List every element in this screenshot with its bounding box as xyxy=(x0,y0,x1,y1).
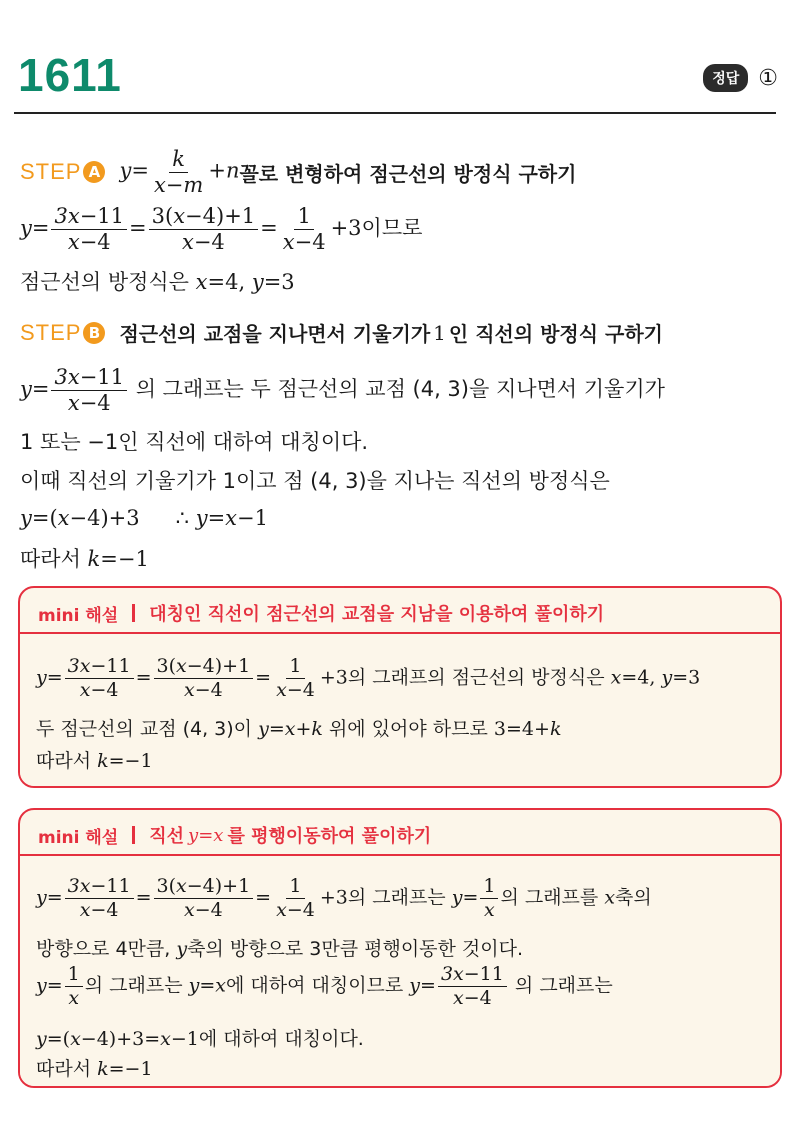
step-a-heading xyxy=(20,148,576,196)
step-b-conclusion: 따라서 k=−1 xyxy=(20,547,149,571)
step-a-equation: y= $\frac{3x-11}{x-4}$ = $\frac{3(x-4)+1}{x-4}$ = $\frac{1}{x-4}$ +3이므로 xyxy=(20,204,423,254)
header-divider xyxy=(14,112,776,114)
step-a-word: STEP xyxy=(20,159,82,185)
mini-solution-2 xyxy=(18,808,782,1088)
step-a-title: 꼴로 변형하여 점근선의 방정식 구하기 xyxy=(239,161,577,186)
mini-2-line-5-text: 따라서 xyxy=(36,1058,92,1080)
mini-2-title-pre: 직선 xyxy=(149,826,185,847)
mini-2-line-3b: 에 대하여 대칭이므로 xyxy=(225,974,404,997)
answer-area xyxy=(703,64,778,92)
step-b-word: STEP xyxy=(20,319,82,345)
mini-1-line-3: 따라서 k=−1 xyxy=(36,750,153,772)
step-a-formula: y= $\frac{k}{x-m}$ +n xyxy=(119,147,240,197)
step-b-line-2: 1 또는 −1인 직선에 대하여 대칭이다. xyxy=(20,430,369,454)
asymptote-line: 점근선의 방정식은 x=4, y=3 xyxy=(20,270,295,294)
step-b-title-post: 인 직선의 방정식 구하기 xyxy=(448,322,663,346)
answer-value: ① xyxy=(758,65,778,91)
step-b-line-1-text: 의 그래프는 두 점근선의 교점 (4, 3)을 지나면서 기울기가 xyxy=(135,377,665,402)
step-b-line-1: y= $\frac{3x-11}{x-4}$ 의 그래프는 두 점근선의 교점 (4, 3)을 지나면서 기울기가 xyxy=(20,365,665,415)
mini-1-tag: mini 해설 xyxy=(38,605,119,626)
mini-1-line-2: 두 점근선의 교점 (4, 3)이 y=x+k 위에 있어야 하므로 3=4+k xyxy=(36,718,562,740)
mini-2-title-formula: y=x xyxy=(188,824,224,846)
mini-2-separator xyxy=(132,826,135,844)
mini-2-line-4: y=(x−4)+3=x−1에 대하여 대칭이다. xyxy=(36,1028,364,1050)
mini-1-separator xyxy=(132,604,135,622)
mini-2-line-1-mid: 의 그래프는 xyxy=(347,886,446,909)
step-a-eq-tail: 이므로 xyxy=(361,216,423,241)
mini-2-line-3c: 의 그래프는 xyxy=(514,974,613,997)
mini-1-body xyxy=(20,632,780,786)
mini-1-title: 대칭인 직선이 점근선의 교점을 지남을 이용하여 풀이하기 xyxy=(149,604,605,625)
mini-2-line-1-tail: 의 그래프를 xyxy=(500,886,599,909)
mini-2-line-4-tail: 에 대하여 대칭이다. xyxy=(198,1028,364,1050)
mini-2-title-post: 를 평행이동하여 풀이하기 xyxy=(227,826,432,847)
mini-2-line-2: 방향으로 4만큼, y축의 방향으로 3만큼 평행이동한 것이다. xyxy=(36,938,524,960)
mini-1-line-1: y= $\frac{3x-11}{x-4}$ = $\frac{3(x-4)+1}{x-4}$ = $\frac{1}{x-4}$ +3의 그래프의 점근선의 방정식은 x=4, y=3 xyxy=(36,655,701,701)
mini-2-line-3a: 의 그래프는 xyxy=(84,974,183,997)
mini-1-line-1-text: 의 그래프의 점근선의 방정식은 xyxy=(347,666,605,689)
mini-2-header xyxy=(38,822,431,848)
step-b-letter-badge: B xyxy=(83,322,105,344)
step-b-line-3: 이때 직선의 기울기가 1이고 점 (4, 3)을 지나는 직선의 방정식은 xyxy=(20,469,610,493)
mini-2-line-2b: 축의 방향으로 3만큼 평행이동한 것이다. xyxy=(187,938,524,960)
mini-1-line-2b: 위에 있어야 하므로 xyxy=(328,718,488,740)
step-a-letter-badge: A xyxy=(83,161,105,183)
mini-2-tag: mini 해설 xyxy=(38,827,119,848)
asymptote-text: 점근선의 방정식은 xyxy=(20,270,189,294)
mini-1-header xyxy=(38,600,604,626)
mini-2-line-1-end: 축의 xyxy=(615,886,652,909)
step-b-title-num: 1 xyxy=(433,320,446,345)
problem-number: 1611 xyxy=(18,49,122,101)
mini-1-line-2a: 두 점근선의 교점 (4, 3)이 xyxy=(36,718,253,740)
mini-2-line-2a: 방향으로 4만큼, xyxy=(36,938,171,960)
mini-solution-1 xyxy=(18,586,782,788)
step-b-line-4: y=(x−4)+3 ∴ y=x−1 xyxy=(20,506,268,530)
mini-2-line-1: y= $\frac{3x-11}{x-4}$ = $\frac{3(x-4)+1}{x-4}$ = $\frac{1}{x-4}$ +3의 그래프는 y= $\frac{1}{x}$ 의 그래프를 x축의 xyxy=(36,875,652,921)
step-b-title-pre: 점근선의 교점을 지나면서 기울기가 xyxy=(119,322,431,346)
mini-2-line-3: y= $\frac{1}{x}$ 의 그래프는 y=x에 대하여 대칭이므로 y= $\frac{3x-11}{x-4}$ 의 그래프는 xyxy=(36,963,613,1009)
step-b-conclusion-text: 따라서 xyxy=(20,547,81,571)
step-b-heading xyxy=(20,318,663,347)
mini-1-line-3-text: 따라서 xyxy=(36,750,92,772)
mini-2-line-5: 따라서 k=−1 xyxy=(36,1058,153,1080)
mini-2-body xyxy=(20,854,780,1086)
answer-label-badge: 정답 xyxy=(703,64,748,92)
